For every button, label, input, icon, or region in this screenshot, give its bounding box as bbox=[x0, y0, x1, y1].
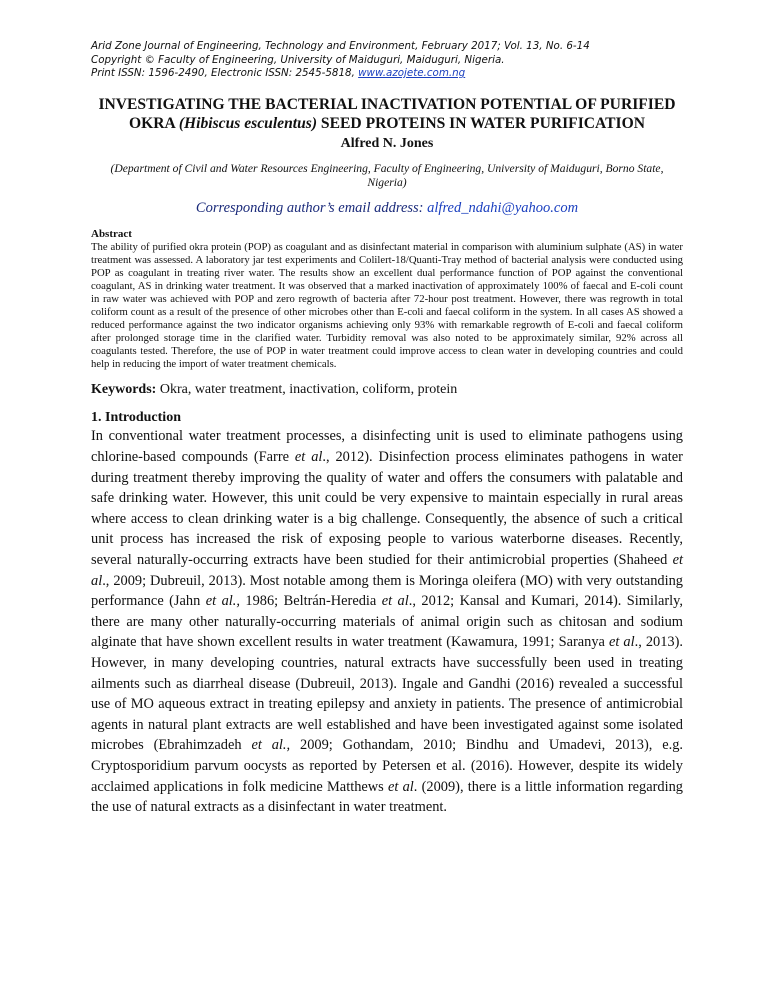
intro-citation-italic: et al., bbox=[205, 593, 240, 610]
keywords-line bbox=[91, 382, 683, 398]
keywords-list: Okra, water treatment, inactivation, coliform, protein bbox=[156, 382, 458, 398]
introduction-paragraph bbox=[91, 426, 683, 817]
abstract-text: The ability of purified okra protein (POP) as coagulant and as disinfectant material in comparison with aluminium sulphate (AS) in water treatment was assessed. A laboratory jar test experiments and Colilert-18/Quanti-Tray method of bacterial analysis were conducted using POP as coagulant in treating river water. The results show an excellent dual performance function of POP against the conventional coagulant, AS in drinking water treatment. It was observed that a marked inactivation of approximately 100% of faecal and E-coli count in raw water was achieved with POP and zero regrowth of bacteria after 72-hour post treatment. However, there was regrowth in total coliform count as a result of the presence of other microbes other than E-coli and faecal coliform in the system. In all cases AS showed a reduced performance against the two indicator organisms achieving only 93% with remarkable regrowth of E-coli and faecal coliform after prolonged storage time in the clarified water. Turbidity removal was also noted to be approximately similar, 92% across all coagulants tested. Therefore, the use of POP in water treatment could improve access to clean water in developing countries and could help in reducing the import of water treatment chemicals. bbox=[91, 240, 683, 371]
abstract-heading: Abstract bbox=[91, 227, 132, 240]
intro-text-segment: . (2009), there is a little information regarding the use of natural extracts as a disinfectant in water treatment. bbox=[91, 778, 683, 816]
intro-text-segment: 2009; Gothandam, 2010; Bindhu and Umadevi, 2013), e.g. Cryptosporidium parvum oocysts as reported by Petersen et al. (2016). However, despite its widely acclaimed applications in folk medicine Matthews bbox=[91, 737, 684, 795]
issn-text: Print ISSN: 1596-2490, Electronic ISSN: 2545-5818, bbox=[91, 67, 359, 79]
paper-title bbox=[91, 95, 683, 133]
email-address-link[interactable]: alfred_ndahi@yahoo.com bbox=[427, 199, 579, 216]
intro-citation-italic: et al bbox=[294, 449, 323, 466]
title-species-name: (Hibiscus esculentus) bbox=[178, 114, 318, 132]
title-part-2: SEED PROTEINS IN WATER PURIFICATION bbox=[317, 114, 645, 132]
journal-website-link[interactable]: www.azojete.com.ng bbox=[358, 67, 466, 79]
intro-citation-italic: et al., bbox=[251, 737, 291, 754]
email-label: Corresponding author’s email address: bbox=[195, 199, 428, 216]
introduction-heading: 1. Introduction bbox=[91, 410, 181, 426]
intro-text-segment: 1986; Beltrán-Heredia bbox=[239, 593, 382, 610]
intro-text-segment: ., 2012). Disinfection process eliminates pathogens in water during treatment thereby improving the quality of water and offers the consumers with palatable and safe drinking water. However, this unit could be very expensive to maintain especially in rural areas where access to clean drinking water is a big challenge. Consequently, the absence of such a critical unit process has increased the risk of exposing people to various waterborne diseases. Recently, several naturally-occurring extracts have been studied for their antimicrobial properties (Shaheed bbox=[91, 449, 683, 568]
keywords-label: Keywords: bbox=[91, 382, 157, 398]
intro-text-segment: ., 2013). However, in many developing countries, natural extracts have successfully been used in treating ailments such as diarrheal disease (Dubreuil, 2013). Ingale and Gandhi (2016) revealed a successful use of MO aqueous extract in treating epilepsy and anxiety in patients. The presence of antimicrobial agents in natural plant extracts are well established and have been investigated against some isolated microbes (Ebrahimzadeh bbox=[91, 634, 683, 754]
intro-citation-italic: et al bbox=[387, 778, 414, 795]
intro-text-segment: ., 2009; Dubreuil, 2013). Most notable among them is Moringa oleifera (MO) with very outstanding performance (Jahn bbox=[91, 572, 683, 610]
author-name: Alfred N. Jones bbox=[340, 135, 434, 151]
intro-citation-italic: et al bbox=[608, 634, 635, 651]
intro-citation-italic: et al bbox=[381, 593, 409, 610]
paper-page bbox=[91, 40, 683, 818]
intro-text-segment: ., 2012; Kansal and Kumari, 2014). Similarly, there are many other naturally-occurring materials of animal origin such as chitosan and sodium alginate that have shown excellent results in water treatment (Kawamura, 1991; Saranya bbox=[91, 593, 684, 651]
intro-citation-italic: et al bbox=[91, 552, 683, 589]
journal-citation: Arid Zone Journal of Engineering, Technology and Environment, February 2017; Vol. 13, No. 6-14 bbox=[91, 40, 590, 52]
copyright-line: Copyright © Faculty of Engineering, University of Maiduguri, Maiduguri, Nigeria. bbox=[91, 53, 505, 66]
intro-text-segment: In conventional water treatment processes, a disinfecting unit is used to eliminate pathogens using chlorine-based compounds (Farre bbox=[91, 428, 683, 466]
issn-line bbox=[91, 67, 683, 81]
corresponding-email bbox=[91, 200, 683, 217]
author-affiliation: (Department of Civil and Water Resources Engineering, Faculty of Engineering, University of Maiduguri, Borno State, Nigeria) bbox=[110, 161, 664, 189]
title-part-1: INVESTIGATING THE BACTERIAL INACTIVATION POTENTIAL OF PURIFIED OKRA bbox=[98, 95, 676, 132]
journal-header bbox=[91, 40, 683, 81]
